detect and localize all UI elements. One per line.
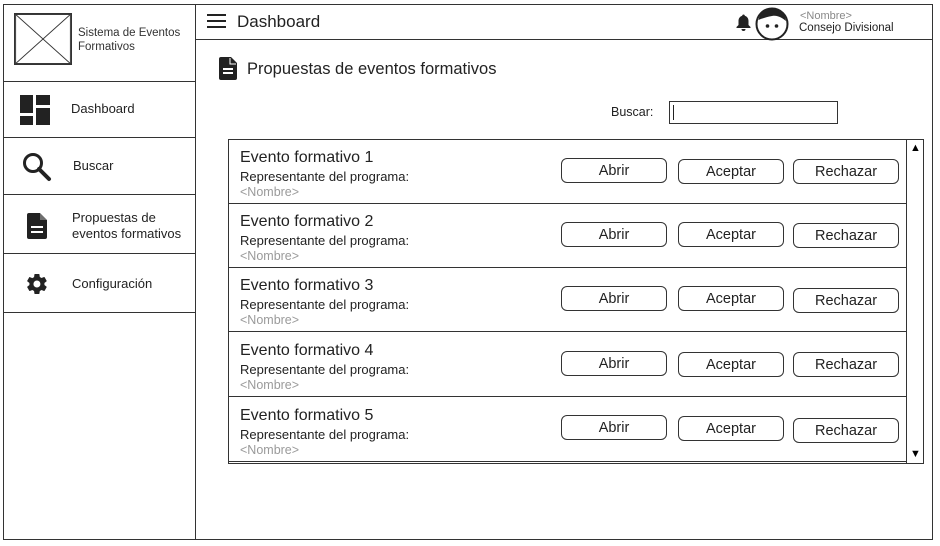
- open-button[interactable]: Abrir: [561, 286, 667, 311]
- list-item: [229, 398, 906, 462]
- search-input[interactable]: [669, 101, 838, 124]
- event-title: Evento formativo 5: [240, 407, 374, 424]
- user-role: Consejo Divisional: [799, 22, 894, 34]
- sidebar-item-settings[interactable]: [3, 254, 196, 313]
- accept-button[interactable]: Aceptar: [678, 222, 784, 247]
- accept-button[interactable]: Aceptar: [678, 159, 784, 184]
- open-button[interactable]: Abrir: [561, 415, 667, 440]
- sidebar-item-search[interactable]: [3, 138, 195, 195]
- search-caret: [673, 105, 674, 120]
- list-scrollbar[interactable]: [906, 140, 923, 463]
- sidebar-item-label: Propuestas de eventos formativos: [72, 210, 182, 241]
- document-icon: [27, 213, 47, 239]
- scroll-up-icon[interactable]: ▲: [910, 142, 921, 154]
- top-header: [196, 4, 933, 40]
- event-representative: <Nombre>: [240, 185, 300, 199]
- event-subtitle: Representante del programa:: [240, 169, 410, 184]
- list-item: [229, 140, 906, 204]
- event-representative: <Nombre>: [240, 249, 300, 263]
- page-title: Propuestas de eventos formativos: [247, 60, 497, 78]
- reject-button[interactable]: Rechazar: [793, 223, 899, 248]
- search-icon: [22, 152, 52, 182]
- event-representative: <Nombre>: [240, 378, 300, 392]
- event-subtitle: Representante del programa:: [240, 362, 410, 377]
- reject-button[interactable]: Rechazar: [793, 159, 899, 184]
- event-subtitle: Representante del programa:: [240, 297, 410, 312]
- reject-button[interactable]: Rechazar: [793, 418, 899, 443]
- logo-area: [3, 4, 195, 82]
- sidebar-item-label: Dashboard: [71, 101, 135, 116]
- open-button[interactable]: Abrir: [561, 158, 667, 183]
- list-item: [229, 204, 906, 268]
- gear-icon: [25, 272, 49, 296]
- event-representative: <Nombre>: [240, 313, 300, 327]
- event-representative: <Nombre>: [240, 443, 300, 457]
- bell-icon[interactable]: [736, 14, 751, 31]
- accept-button[interactable]: Aceptar: [678, 352, 784, 377]
- logo-image-placeholder-icon: [14, 13, 72, 65]
- hamburger-menu-icon[interactable]: [207, 14, 226, 28]
- event-subtitle: Representante del programa:: [240, 233, 410, 248]
- header-title: Dashboard: [237, 12, 321, 31]
- scroll-down-icon[interactable]: ▼: [910, 448, 921, 460]
- event-subtitle: Representante del programa:: [240, 427, 410, 442]
- sidebar-item-dashboard[interactable]: [3, 81, 195, 138]
- list-item: [229, 268, 906, 332]
- events-list: [228, 139, 924, 464]
- user-avatar[interactable]: [755, 7, 789, 41]
- open-button[interactable]: Abrir: [561, 222, 667, 247]
- sidebar-item-label: Configuración: [72, 276, 153, 291]
- list-item: [229, 333, 906, 397]
- document-icon: [219, 57, 237, 80]
- sidebar-item-label: Buscar: [73, 158, 114, 173]
- event-title: Evento formativo 1: [240, 149, 374, 166]
- event-title: Evento formativo 4: [240, 342, 374, 359]
- app-title: Sistema de Eventos Formativos: [78, 27, 181, 53]
- search-label: Buscar:: [611, 105, 654, 119]
- user-name: <Nombre>: [800, 10, 852, 22]
- accept-button[interactable]: Aceptar: [678, 286, 784, 311]
- sidebar-item-proposals[interactable]: [3, 195, 195, 254]
- event-title: Evento formativo 2: [240, 213, 374, 230]
- event-title: Evento formativo 3: [240, 277, 374, 294]
- sidebar: [3, 4, 196, 540]
- reject-button[interactable]: Rechazar: [793, 288, 899, 313]
- accept-button[interactable]: Aceptar: [678, 416, 784, 441]
- reject-button[interactable]: Rechazar: [793, 352, 899, 377]
- dashboard-icon: [19, 94, 51, 126]
- open-button[interactable]: Abrir: [561, 351, 667, 376]
